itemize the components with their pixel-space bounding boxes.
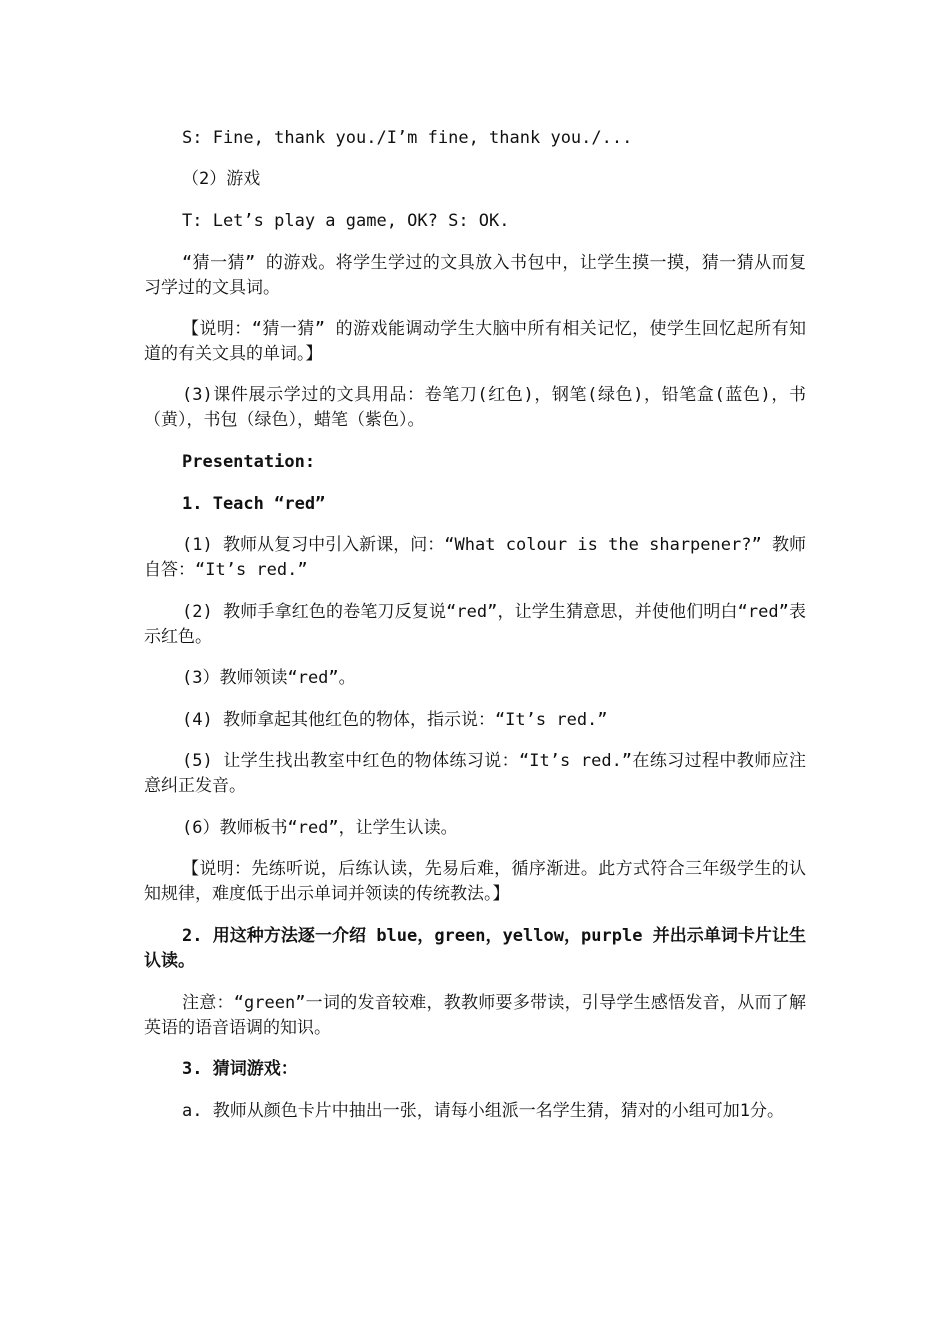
guess-word-heading: 3. 猜词游戏： (182, 1059, 298, 1079)
step-paragraph: (5) 让学生找出教室中红色的物体练习说：“It’s red.”在练习过程中教师应注意纠正发音。 (144, 751, 806, 796)
presentation-heading: Presentation: (182, 452, 316, 472)
dialogue-line: T: Let’s play a game, OK? S: OK. (182, 211, 510, 231)
attention-paragraph: 注意：“green”一词的发音较难，教教师要多带读，引导学生感悟发音，从而了解英语的语音语调的知识。 (144, 993, 806, 1038)
note-paragraph: 【说明：先练听说，后练认读，先易后难，循序渐进。此方式符合三年级学生的认知规律，难度低于出示单词并领读的传统教法。】 (144, 859, 806, 904)
section-heading-game: （2）游戏 (182, 169, 261, 189)
step-paragraph: (3）教师领读“red”。 (182, 668, 356, 688)
paragraph-courseware: (3)课件展示学过的文具用品：卷笔刀(红色)，钢笔(绿色)，铅笔盒(蓝色)，书（黄），书包（绿色），蜡笔（紫色）。 (144, 385, 806, 430)
step-paragraph: (1) 教师从复习中引入新课，问：“What colour is the sharpener?” 教师自答：“It’s red.” (144, 535, 806, 580)
paragraph-guess-game: “猜一猜” 的游戏。将学生学过的文具放入书包中，让学生摸一摸，猜一猜从而复习学过的文具词。 (144, 253, 806, 298)
method-heading: 2. 用这种方法逐一介绍 blue，green，yellow，purple 并出示单词卡片让生认读。 (144, 926, 806, 971)
step-paragraph: (4) 教师拿起其他红色的物体，指示说：“It’s red.” (182, 710, 608, 730)
step-paragraph: a. 教师从颜色卡片中抽出一张，请每小组派一名学生猜，猜对的小组可加1分。 (182, 1101, 784, 1121)
dialogue-line: S: Fine, thank you./I’m fine, thank you./... (182, 128, 633, 148)
step-paragraph: (6）教师板书“red”，让学生认读。 (182, 818, 458, 838)
step-paragraph: (2) 教师手拿红色的卷笔刀反复说“red”，让学生猜意思，并使他们明白“red”表示红色。 (144, 602, 806, 647)
note-paragraph: 【说明：“猜一猜” 的游戏能调动学生大脑中所有相关记忆，使学生回忆起所有知道的有关文具的单词。】 (144, 319, 806, 364)
teach-red-heading: 1. Teach “red” (182, 494, 326, 514)
